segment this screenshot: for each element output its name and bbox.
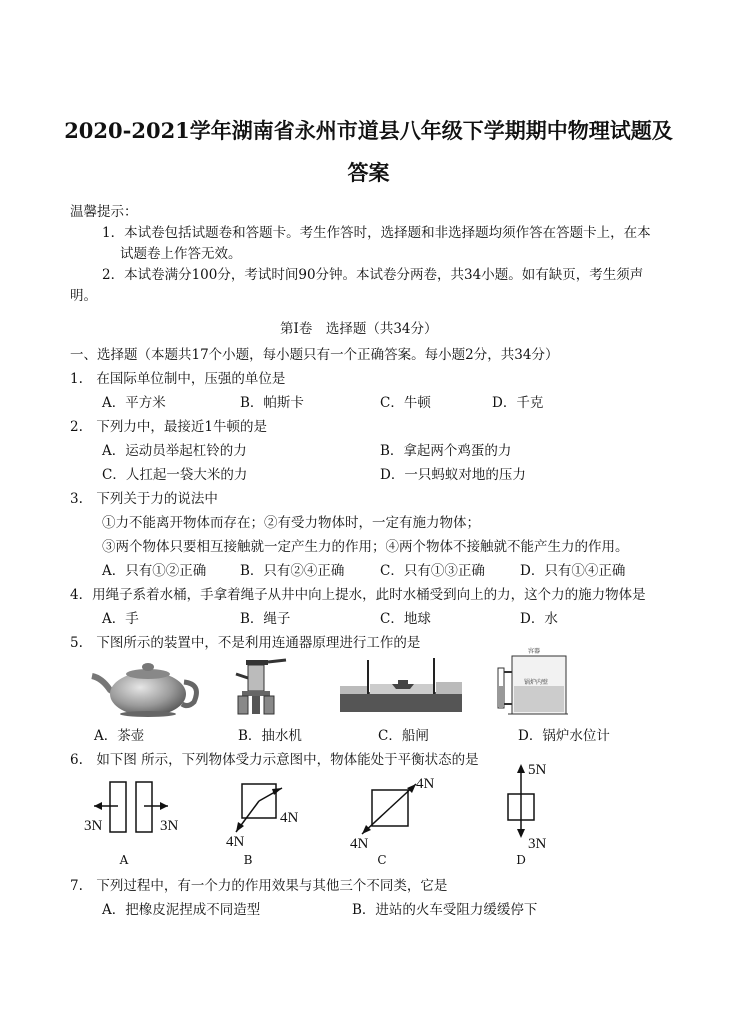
ship-lock-image <box>340 656 462 712</box>
force-b-high: 4N <box>280 810 299 826</box>
force-diagram-c-label: C <box>377 853 387 867</box>
q1-stem: 1. 在国际单位制中，压强的单位是 <box>70 371 286 387</box>
force-diagram-d-label: D <box>516 853 526 867</box>
q5-option-b: B．抽水机 <box>238 728 302 744</box>
boiler-gauge-image <box>490 646 572 722</box>
notice-item1-line1: 1．本试卷包括试题卷和答题卡。考生作答时，选择题和非选择题均须作答在答题卡上，在本 <box>102 225 651 241</box>
force-a-right: 3N <box>160 818 179 834</box>
q5-option-c: C．船闸 <box>378 728 429 744</box>
force-diagram-d <box>490 760 560 854</box>
notice-heading: 温馨提示： <box>70 204 138 220</box>
q1-option-b: B．帕斯卡 <box>240 395 304 411</box>
q5-option-a: A．茶壶 <box>94 728 145 744</box>
q4-stem: 4．用绳子系着水桶，手拿着绳子从井中向上提水，此时水桶受到向上的力，这个力的施力物体是 <box>70 587 646 603</box>
q2-option-a: A．运动员举起杠铃的力 <box>102 443 247 459</box>
q3-option-b: B．只有②④正确 <box>240 563 345 579</box>
q1-option-a: A．平方米 <box>102 395 166 411</box>
q5-stem: 5. 下图所示的装置中，不是利用连通器原理进行工作的是 <box>70 635 421 651</box>
q2-stem: 2. 下列力中，最接近1牛顿的是 <box>70 419 267 435</box>
force-diagram-c <box>346 770 446 854</box>
q7-stem: 7. 下列过程中，有一个力的作用效果与其他三个不同类，它是 <box>70 878 448 894</box>
notice-item2-line1: 2．本试卷满分100分，考试时间90分钟。本试卷分两卷，共34小题。如有缺页，考生须声 <box>102 267 644 283</box>
q2-option-c: C．人扛起一袋大米的力 <box>102 467 248 483</box>
boiler-inner-label: 锅炉内壁 <box>524 679 549 686</box>
document-title-line1: 2020-2021学年湖南省永州市道县八年级下学期期中物理试题及 <box>64 118 673 143</box>
force-diagram-b-label: B <box>243 853 253 867</box>
q5-option-d: D．锅炉水位计 <box>518 728 610 744</box>
force-a-left: 3N <box>84 818 103 834</box>
section-title: 第Ⅰ卷 选择题（共34分） <box>280 321 438 337</box>
force-c-low: 4N <box>350 836 369 852</box>
q7-option-b: B．进站的火车受阻力缓缓停下 <box>352 902 538 918</box>
force-diagram-a <box>80 768 190 848</box>
part-heading: 一、选择题（本题共17个小题，每小题只有一个正确答案。每小题2分，共34分） <box>70 347 559 363</box>
q7-option-a: A．把橡皮泥捏成不同造型 <box>102 902 261 918</box>
q2-option-b: B．拿起两个鸡蛋的力 <box>380 443 512 459</box>
water-pump-image <box>228 656 290 718</box>
notice-item2-line2: 明。 <box>70 288 97 304</box>
force-d-top: 5N <box>528 762 547 778</box>
q3-option-d: D．只有①④正确 <box>520 563 626 579</box>
force-diagram-a-label: A <box>119 853 129 867</box>
notice-item1-line2: 试题卷上作答无效。 <box>120 246 242 262</box>
q4-option-c: C．地球 <box>380 611 431 627</box>
q3-option-a: A．只有①②正确 <box>102 563 207 579</box>
force-c-high: 4N <box>416 776 435 792</box>
q3-option-c: C．只有①③正确 <box>380 563 485 579</box>
q3-statement-line1: ①力不能离开物体而存在；②有受力物体时，一定有施力物体； <box>102 515 480 531</box>
force-d-bottom: 3N <box>528 836 547 852</box>
q3-statement-line2: ③两个物体只要相互接触就一定产生力的作用；④两个物体不接触就不能产生力的作用。 <box>102 539 629 555</box>
force-b-low: 4N <box>226 834 245 850</box>
teapot-image <box>88 656 204 718</box>
q1-option-d: D．千克 <box>492 395 544 411</box>
q2-option-d: D．一只蚂蚁对地的压力 <box>380 467 526 483</box>
q4-option-b: B．绳子 <box>240 611 291 627</box>
force-diagram-b <box>222 770 312 850</box>
q1-option-c: C．牛顿 <box>380 395 431 411</box>
q4-option-a: A．手 <box>102 611 139 627</box>
boiler-top-label: 容器 <box>528 648 541 655</box>
q3-stem: 3. 下列关于力的说法中 <box>70 491 218 507</box>
document-title-line2: 答案 <box>347 160 390 185</box>
q4-option-d: D．水 <box>520 611 558 627</box>
q6-stem: 6. 如下图 所示，下列物体受力示意图中，物体能处于平衡状态的是 <box>70 752 479 768</box>
